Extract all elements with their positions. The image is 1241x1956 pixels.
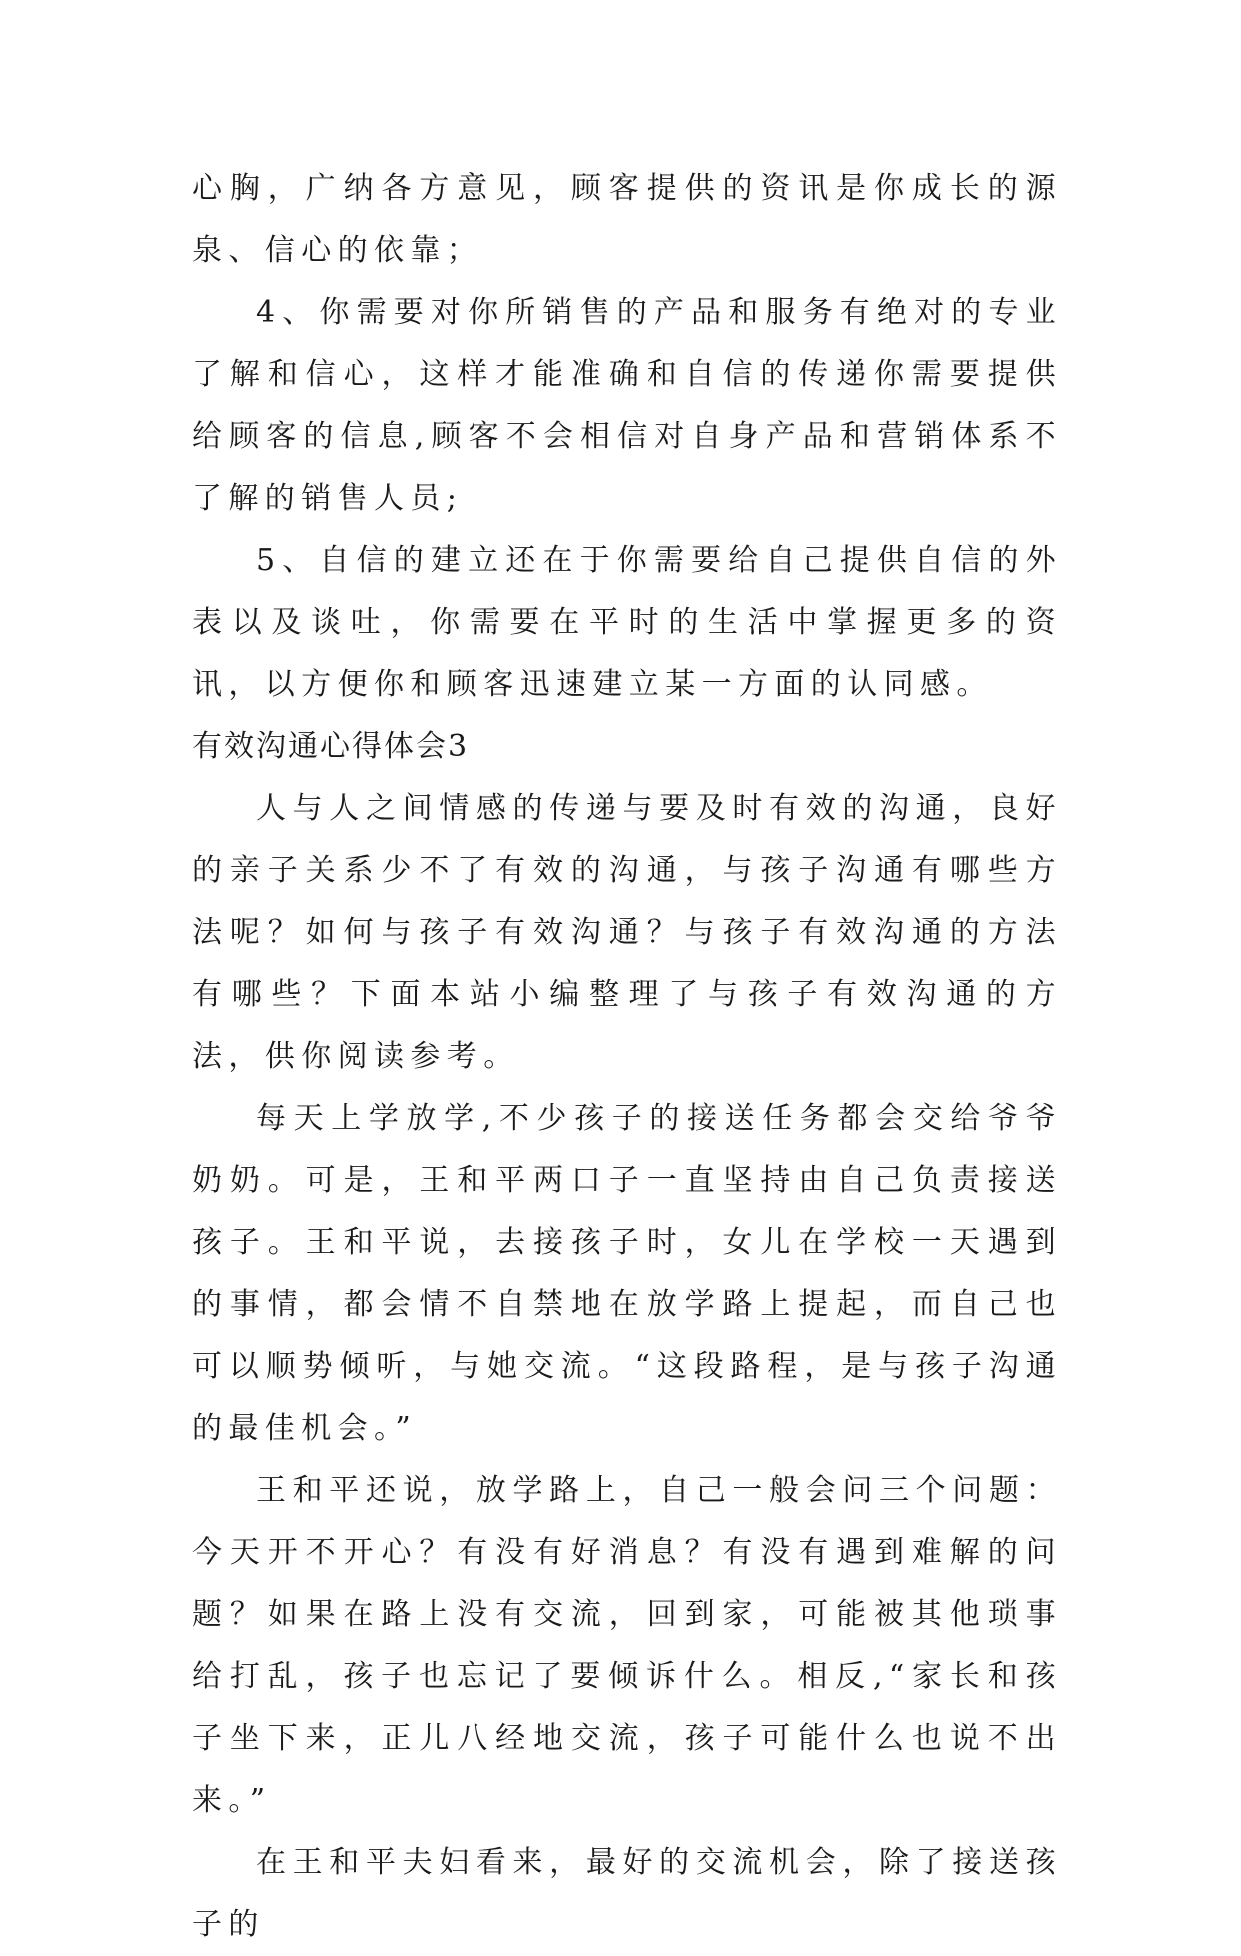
paragraph-6: 王和平还说，放学路上，自己一般会问三个问题：今天开不开心？有没有好消息？有没有遇到难解的问题？如果在路上没有交流，回到家，可能被其他琐事给打乱，孩子也忘记了要倾诉什么。相反,“家长和孩子坐下来，正儿八经地交流，孩子可能什么也说不出来。”: [192, 1473, 1062, 1818]
paragraph-4: 人与人之间情感的传递与要及时有效的沟通，良好的亲子关系少不了有效的沟通，与孩子沟通有哪些方法呢？如何与孩子有效沟通？与孩子有效沟通的方法有哪些？下面本站小编整理了与孩子有效沟通的方法，供你阅读参考。: [192, 791, 1062, 1074]
paragraph-3: 5、自信的建立还在于你需要给自己提供自信的外表以及谈吐，你需要在平时的生活中掌握更多的资讯，以方便你和顾客迅速建立某一方面的认同感。: [192, 543, 1062, 702]
paragraph-1: 心胸，广纳各方意见，顾客提供的资讯是你成长的源泉、信心的依靠；: [192, 171, 1062, 268]
document-page: [192, 158, 1062, 1956]
section-heading: 有效沟通心得体会3: [192, 729, 470, 764]
paragraph-7: 在王和平夫妇看来，最好的交流机会，除了接送孩子的: [192, 1845, 1062, 1942]
paragraph-5: 每天上学放学,不少孩子的接送任务都会交给爷爷奶奶。可是，王和平两口子一直坚持由自己负责接送孩子。王和平说，去接孩子时，女儿在学校一天遇到的事情，都会情不自禁地在放学路上提起，而自己也可以顺势倾听，与她交流。“这段路程，是与孩子沟通的最佳机会。”: [192, 1101, 1062, 1446]
paragraph-2: 4、你需要对你所销售的产品和服务有绝对的专业了解和信心，这样才能准确和自信的传递你需要提供给顾客的信息,顾客不会相信对自身产品和营销体系不了解的销售人员;: [192, 295, 1062, 516]
